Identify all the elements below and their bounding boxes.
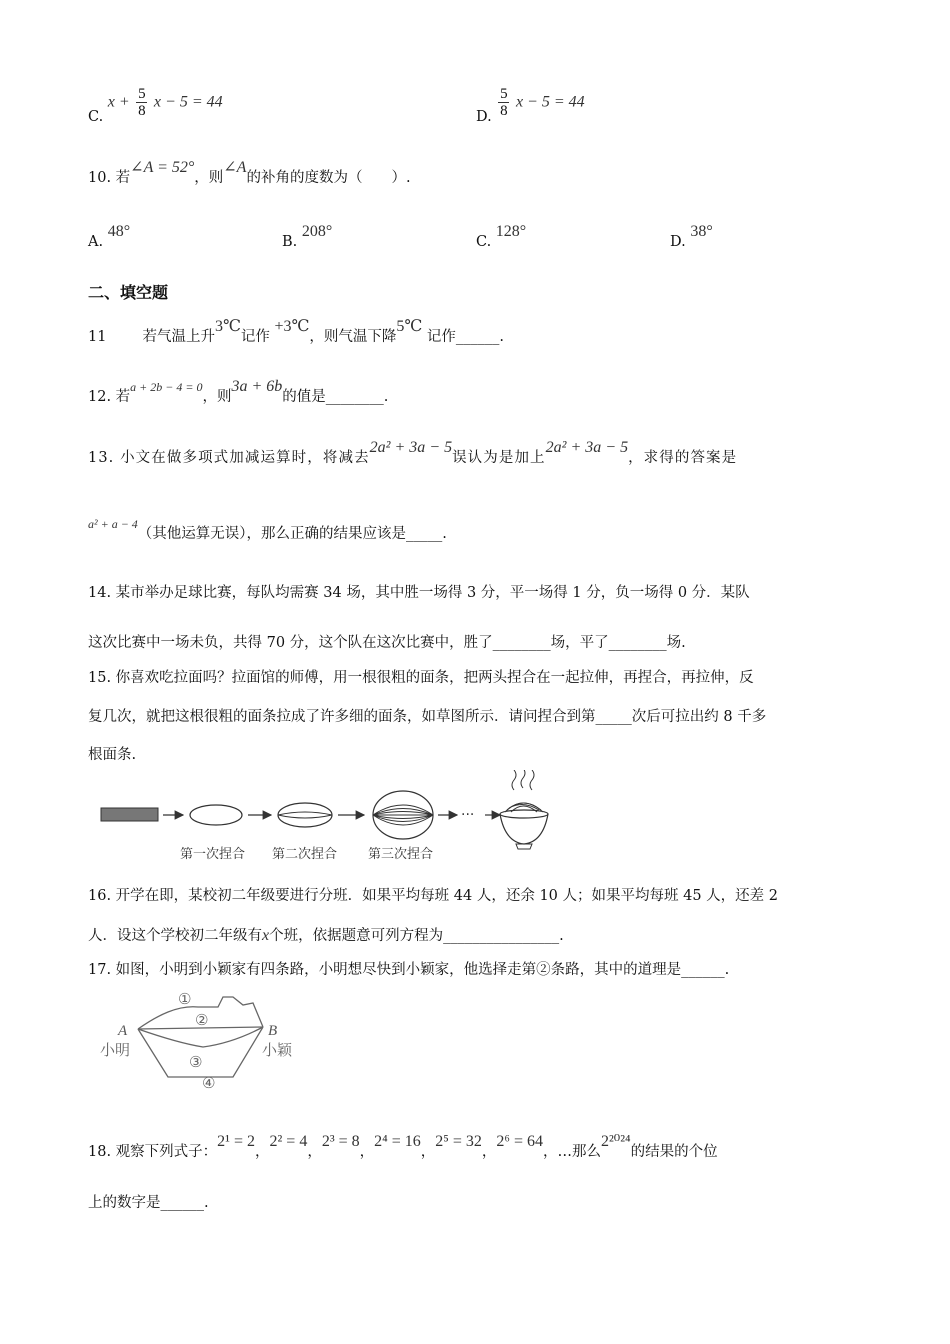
question-15-line1: 15. 你喜欢吃拉面吗？拉面馆的师傅，用一根很粗的面条，把两头捏合在一起拉伸，再捏合，再拉伸，反 — [88, 670, 754, 686]
q9-option-d: D. $\frac{5}{8}$ x − 5 = 44 — [476, 86, 585, 125]
xiaoying-label: 小颖 — [262, 1041, 293, 1059]
route-figure — [98, 985, 308, 1095]
question-15-line2: 复几次，就把这根很粗的面条拉成了许多细的面条，如草图所示．请问捏合到第_____次后可拉出约 8 千多 — [88, 709, 767, 725]
question-13-cont: $^{a^2 + a - 4}$（其他运算无误），那么正确的结果应该是_____. — [88, 517, 447, 542]
route-1-label: ① — [178, 990, 192, 1008]
q9-option-c: C. x + $\frac{5}{8}$ x − 5 = 44 — [88, 86, 223, 125]
question-13: 13. 小文在做多项式加减运算时，将减去2a² + 3a − 5误认为是加上2a² + 3a − 5，求得的答案是 — [88, 439, 738, 466]
question-12: 12. 若$^{a + 2b - 4 = 0}$，则3a + 6b的值是________. — [88, 378, 389, 405]
point-b: B — [268, 1023, 278, 1039]
question-16-line1: 16. 开学在即，某校初二年级要进行分班．如果平均每班 44 人，还余 10 人；如果平均每班 45 人，还差 2 — [88, 888, 779, 904]
question-15-line3: 根面条. — [88, 747, 137, 763]
fold-2-shape — [278, 803, 332, 827]
q10-option-b: B. 208° — [282, 223, 333, 250]
question-18-cont: 上的数字是______. — [88, 1195, 209, 1211]
question-10: 10. 若∠A = 52°，则∠A的补角的度数为（ ）. — [88, 159, 411, 186]
q10-option-c: C. 128° — [476, 223, 527, 250]
noodle-bowl-icon — [500, 770, 548, 849]
point-a: A — [118, 1023, 128, 1039]
question-14-line2: 这次比赛中一场未负，共得 70 分，这个队在这次比赛中，胜了________场，平了________场. — [88, 635, 686, 651]
thick-noodle — [101, 808, 158, 821]
q10-option-d: D. 38° — [670, 223, 713, 250]
route-2-label: ② — [195, 1011, 209, 1029]
question-16-line2: 人．设这个学校初二年级有x个班，依据题意可列方程为________________. — [88, 927, 564, 944]
q10-option-a: A. 48° — [88, 223, 131, 250]
fold-2-label: 第二次捏合 — [272, 847, 338, 862]
question-14-line1: 14. 某市举办足球比赛，每队均需赛 34 场，其中胜一场得 3 分，平一场得 1 分，负一场得 0 分．某队 — [88, 585, 750, 601]
ellipsis: ··· — [461, 807, 475, 823]
route-4-label: ④ — [202, 1074, 216, 1092]
fold-1-label: 第一次捏合 — [180, 847, 246, 862]
section-title: 二、填空题 — [88, 283, 169, 302]
xiaoming-label: 小明 — [100, 1041, 131, 1059]
fold-3-label: 第三次捏合 — [368, 847, 434, 862]
fold-1-shape — [190, 805, 242, 825]
question-17: 17. 如图，小明到小颖家有四条路，小明想尽快到小颖家，他选择走第②条路，其中的道理是______. — [88, 962, 730, 978]
route-3 — [138, 1027, 263, 1047]
question-11: 11 若气温上升3℃记作 +3℃，则气温下降5℃ 记作______. — [88, 318, 505, 345]
fraction: $\frac{5}{8}$ — [138, 86, 146, 119]
question-18: 18. 观察下列式子：2¹ = 2，2² = 4，2³ = 8，2⁴ = 16，2⁵ = 32，2⁶ = 64，…那么2²⁰²⁴的结果的个位 — [88, 1133, 718, 1160]
route-3-label: ③ — [189, 1053, 203, 1071]
fraction: $\frac{5}{8}$ — [500, 86, 508, 119]
fold-3-shape — [373, 791, 433, 839]
